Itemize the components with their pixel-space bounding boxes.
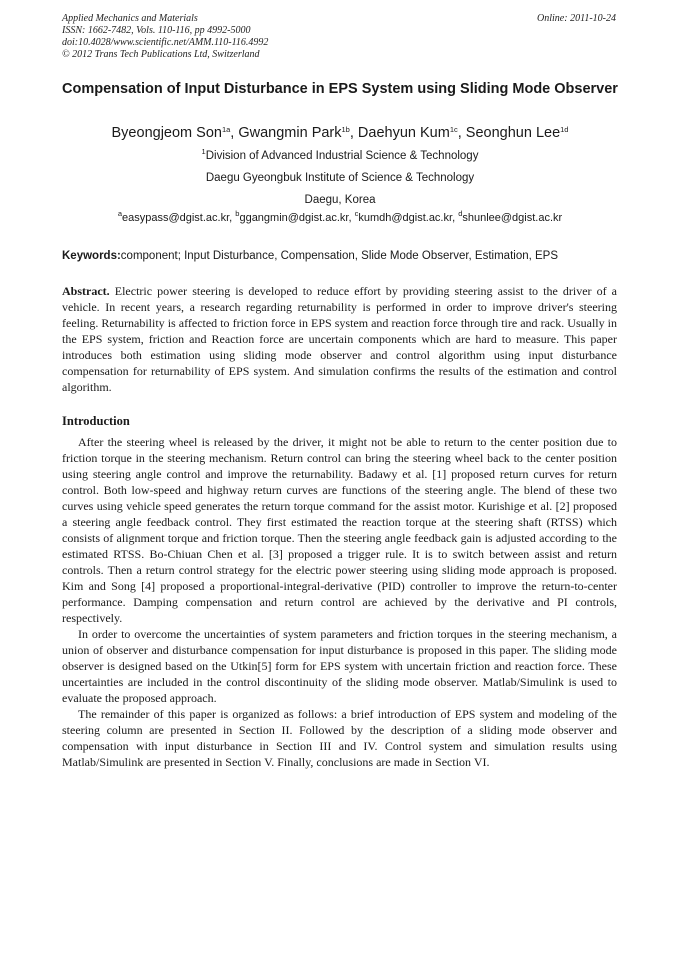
author-list: Byeongjeom Son$^{1a}$, Gwangmin Park$^{1b}$, Daehyun Kum$^{1c}$, Seonghun Lee$^{1d}$ [111, 125, 569, 141]
author-superscript: 1a [221, 125, 231, 134]
author-name: Byeongjeom Son [111, 125, 222, 141]
affiliation-institute: Daegu Gyeongbuk Institute of Science & Technology [205, 172, 475, 184]
body-paragraph: In order to overcome the uncertainties of system parameters and friction torques in the steering mechanism, a union of observer and disturbance compensation for input disturbance is proposed in this paper. The sliding mode observer is designed based on the Utkin[5] form for EPS system with uncertain friction and reaction force. These uncertainties are included in the control discontinuity of the sliding mode observer. Matlab/Simulink is used to evaluate the proposed approach. [62, 627, 617, 705]
email-superscript: c [354, 209, 359, 218]
keywords-line [62, 249, 618, 263]
author-superscript: 1b [341, 125, 350, 134]
author-emails: $^a$easypass@dgist.ac.kr, $^b$ggangmin@dgist.ac.kr, $^c$kumdh@dgist.ac.kr, $^d$shunlee@dgist.ac.kr [117, 209, 563, 224]
doi-line[interactable]: doi:10.4028/www.scientific.net/AMM.110-116.4992 [62, 37, 269, 48]
abstract-label: Abstract. [62, 284, 110, 298]
email-link[interactable]: kumdh@dgist.ac.kr [358, 212, 453, 224]
introduction-body [62, 434, 617, 770]
body-paragraph: After the steering wheel is released by the driver, it might not be able to return to the center position due to friction torque in the steering mechanism. Return control can bring the steering wheel back to the center position using steering angle control and improve the returnability. Badawy et al. [1] proposed return curves for return control. Both low-speed and highway return curves are functions of the steering angle. The blend of these two curves using vehicle speed generates the return torque command for the assist motor. Kurishige et al. [2] proposed a steering angle feedback control. They first estimated the reaction torque at the steering shaft (RTSS) which consists of alignment torque and friction torque. Then the steering angle feedback gain is adjusted according to the estimated RTSS. Bo-Chiuan Chen et al. [3] proposed a trigger rule. It is to switch between assist and return controls. Then a return control strategy for the electric power steering using sliding mode approach is proposed. Kim and Song [4] proposed a proportional-integral-derivative (PID) controller to improve the return-to-center performance. Damping compensation and return control are achieved by the derivative and PI controls, respectively. [62, 435, 617, 625]
author-superscript: 1d [560, 125, 569, 134]
issn-line: ISSN: 1662-7482, Vols. 110-116, pp 4992-5000 [62, 25, 251, 36]
author-name: Gwangmin Park [238, 125, 342, 141]
email-link[interactable]: easypass@dgist.ac.kr [121, 212, 230, 224]
keywords-label: Keywords: [62, 250, 121, 262]
author-superscript: 1c [449, 125, 458, 134]
author-name: Seonghun Lee [465, 125, 561, 141]
copyright-line: © 2012 Trans Tech Publications Ltd, Switzerland [62, 49, 260, 60]
email-superscript: b [235, 209, 240, 218]
section-heading-introduction: Introduction [62, 414, 130, 428]
email-link[interactable]: ggangmin@dgist.ac.kr [239, 212, 349, 224]
affiliation-location: Daegu, Korea [304, 194, 376, 206]
abstract-paragraph [62, 283, 617, 395]
affiliation-superscript: 1 [201, 147, 206, 156]
online-date: Online: 2011-10-24 [537, 13, 616, 24]
affiliation-division: $^1$Division of Advanced Industrial Science & Technology [201, 147, 479, 162]
journal-name: Applied Mechanics and Materials [62, 13, 198, 24]
journal-header [62, 13, 618, 61]
email-superscript: a [117, 209, 122, 218]
author-name: Daehyun Kum [357, 125, 450, 141]
email-link[interactable]: shunlee@dgist.ac.kr [462, 212, 563, 224]
email-superscript: d [458, 209, 463, 218]
keywords-text: component; Input Disturbance, Compensation, Slide Mode Observer, Estimation, EPS [120, 250, 559, 262]
abstract-text: Electric power steering is developed to reduce effort by providing steering assist to the driver of a vehicle. In recent years, a research regarding returnability is performed in order to improve driver's steering feeling. Returnability is affected to friction force in EPS system and reaction force through tire and rack. Usually in the EPS system, friction and Reaction force are uncertain components which are hard to measure. This paper introduces both estimation using sliding mode observer and control algorithm using input disturbance compensation for returnability of EPS system. And simulation confirms the results of the estimation and control algorithm. [62, 284, 618, 394]
paper-title: Compensation of Input Disturbance in EPS System using Sliding Mode Observer [62, 81, 618, 97]
body-paragraph: The remainder of this paper is organized as follows: a brief introduction of EPS system and modeling of the steering column are presented in Section II. Followed by the description of a sliding mode observer and compensation with input disturbance in Section III and IV. Control system and simulation results using Matlab/Simulink are presented in Section V. Finally, conclusions are made in Section VI. [62, 707, 617, 769]
